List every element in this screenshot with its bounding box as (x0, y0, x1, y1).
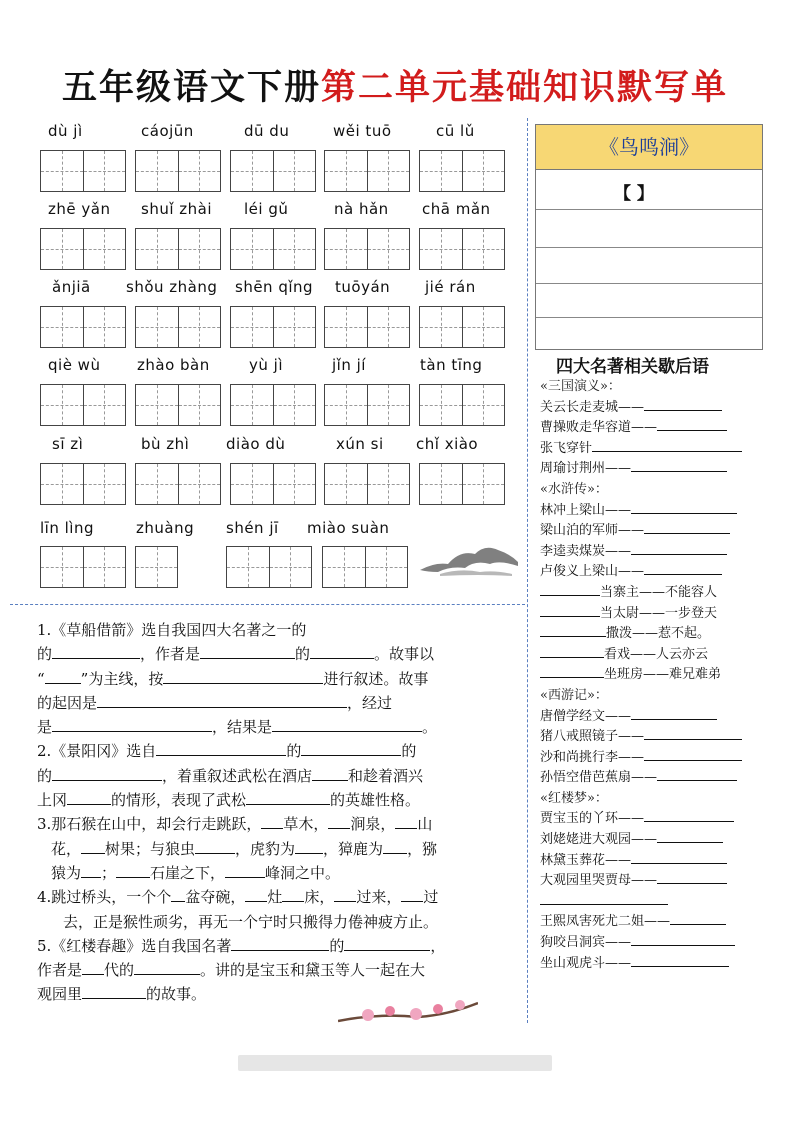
answer-blank[interactable] (67, 788, 111, 805)
pinyin-label: shǒu zhàng (126, 278, 218, 296)
writing-box[interactable] (230, 463, 316, 505)
writing-box[interactable] (230, 228, 316, 270)
answer-blank[interactable] (245, 885, 267, 902)
pinyin-label: diào dù (226, 435, 286, 453)
xiehouyu-item: 王熙凤害死尤二姐—— (540, 912, 742, 933)
answer-blank[interactable] (45, 667, 81, 684)
pinyin-label: sī zì (52, 435, 84, 453)
writing-box[interactable] (40, 546, 126, 588)
answer-blank[interactable] (631, 933, 735, 946)
question-1-line: 的 ，作者是 的 。故事以 (37, 642, 512, 666)
answer-blank[interactable] (272, 715, 422, 732)
pinyin-label: tàn tīng (420, 356, 483, 374)
question-1-line: “ ”为主线，按 进行叙述。故事 (37, 667, 512, 691)
poem-author-bracket: 【 】 (614, 184, 654, 204)
xiehouyu-item: 唐僧学经文—— (540, 707, 742, 728)
answer-blank[interactable] (644, 727, 742, 740)
writing-box[interactable] (324, 228, 410, 270)
questions-section (37, 618, 512, 1007)
pinyin-label: qiè wù (48, 356, 101, 374)
writing-box[interactable] (419, 463, 505, 505)
pinyin-label: ǎnjiā (52, 278, 91, 296)
writing-box[interactable] (226, 546, 312, 588)
writing-box[interactable] (419, 150, 505, 192)
question-4-line: 去，正是猴性顽劣，再无一个宁时只搬得力倦神疲方止。 (63, 912, 439, 931)
question-2-line: 2.《景阳冈》选自 的 的 (37, 739, 512, 763)
writing-box[interactable] (135, 306, 221, 348)
answer-blank[interactable] (644, 809, 734, 822)
pinyin-label: yù jì (249, 356, 283, 374)
question-1-line: 1.《草船借箭》选自我国四大名著之一的 (37, 621, 307, 639)
writing-box[interactable] (40, 306, 126, 348)
pinyin-label: tuōyán (335, 278, 391, 296)
answer-blank[interactable] (540, 645, 604, 658)
xiehouyu-item: 坐班房——难兄难弟 (540, 665, 742, 686)
pinyin-label: wěi tuō (333, 122, 392, 140)
question-5-line: 观园里 的故事。 (37, 982, 512, 1006)
pinyin-label: zhē yǎn (48, 200, 111, 218)
answer-blank[interactable] (592, 439, 742, 452)
question-3-line: 猿为 ； 石崖之下， 峰洞之中。 (37, 861, 512, 885)
title-red: 第二单元基础知识默写单 (321, 67, 729, 108)
answer-blank[interactable] (540, 624, 606, 637)
question-1-line: 是 ，结果是 。 (37, 715, 512, 739)
answer-blank[interactable] (540, 604, 600, 617)
xiehouyu-item: 林冲上梁山—— (540, 501, 742, 522)
page-title (0, 60, 790, 110)
pinyin-label: bù zhì (141, 435, 190, 453)
answer-blank[interactable] (200, 642, 295, 659)
xiehouyu-item: 看戏——人云亦云 (540, 645, 742, 666)
writing-box[interactable] (230, 150, 316, 192)
pinyin-label: shēn qǐng (235, 278, 314, 296)
xiehouyu-item: 曹操败走华容道—— (540, 418, 742, 439)
answer-blank[interactable] (97, 691, 347, 708)
pinyin-label: zhuàng (136, 519, 195, 537)
xiehouyu-item: 当寨主——不能容人 (540, 583, 742, 604)
poem-writing-line[interactable] (536, 247, 762, 248)
vertical-divider (527, 118, 528, 1023)
answer-blank[interactable] (312, 764, 348, 781)
pinyin-label: xún si (336, 435, 384, 453)
answer-blank[interactable] (631, 501, 737, 514)
pinyin-label: chā mǎn (422, 200, 491, 218)
writing-box[interactable] (135, 228, 221, 270)
question-3-line: 3.那石猴在山中，却会行走跳跃， 草木， 涧泉， 山 (37, 812, 512, 836)
xiehouyu-category: «红楼梦»： (540, 790, 608, 806)
answer-blank[interactable] (82, 958, 104, 975)
pinyin-label: miào suàn (307, 519, 390, 537)
xiehouyu-category: «水浒传»： (540, 481, 608, 497)
answer-blank[interactable] (116, 861, 150, 878)
pinyin-label: shén jī (226, 519, 279, 537)
pinyin-label: léi gǔ (244, 200, 289, 218)
answer-blank[interactable] (657, 418, 727, 431)
writing-box[interactable] (40, 228, 126, 270)
answer-blank[interactable] (631, 954, 729, 967)
answer-blank[interactable] (670, 912, 726, 925)
answer-blank[interactable] (156, 739, 286, 756)
writing-box[interactable] (135, 463, 221, 505)
answer-blank[interactable] (282, 885, 304, 902)
xiehouyu-item: 周瑜讨荆州—— (540, 459, 742, 480)
answer-blank[interactable] (631, 542, 727, 555)
answer-blank[interactable] (301, 739, 401, 756)
answer-blank[interactable] (134, 958, 200, 975)
title-black: 五年级语文下册 (61, 67, 321, 108)
writing-box[interactable] (419, 306, 505, 348)
answer-blank[interactable] (310, 642, 374, 659)
answer-blank[interactable] (82, 982, 146, 999)
pinyin-label: līn lìng (40, 519, 94, 537)
writing-box[interactable] (324, 384, 410, 426)
pinyin-label: jǐn jí (332, 356, 366, 374)
horizontal-divider (10, 604, 525, 605)
poem-writing-line[interactable] (536, 317, 762, 318)
xiehouyu-item: 沙和尚挑行李—— (540, 748, 742, 769)
answer-blank[interactable] (81, 861, 101, 878)
pinyin-label: chǐ xiào (416, 435, 479, 453)
answer-blank[interactable] (631, 459, 727, 472)
writing-box[interactable] (324, 150, 410, 192)
writing-box[interactable] (230, 384, 316, 426)
xiehouyu-item: 刘姥姥进大观园—— (540, 830, 742, 851)
question-2-line: 的 ，着重叙述武松在酒店 和趁着酒兴 (37, 764, 512, 788)
answer-blank[interactable] (631, 851, 727, 864)
answer-blank[interactable] (644, 748, 742, 761)
question-3-line: 花， 树果；与狼虫 ，虎豹为 ，獐鹿为 ，猕 (37, 837, 512, 861)
answer-blank[interactable] (171, 885, 185, 902)
writing-box[interactable] (419, 384, 505, 426)
writing-box[interactable] (40, 384, 126, 426)
answer-blank[interactable] (163, 667, 323, 684)
question-2-line: 上冈 的情形，表现了武松 的英雄性格。 (37, 788, 512, 812)
plum-blossom-icon (338, 995, 478, 1025)
answer-blank[interactable] (231, 934, 329, 951)
answer-blank[interactable] (52, 764, 162, 781)
answer-blank[interactable] (81, 837, 105, 854)
answer-blank[interactable] (383, 837, 407, 854)
answer-blank[interactable] (644, 398, 722, 411)
question-5-line: 5.《红楼春趣》选自我国名著 的 ， (37, 934, 512, 958)
writing-box[interactable] (135, 384, 221, 426)
writing-box[interactable] (324, 463, 410, 505)
answer-blank[interactable] (540, 892, 668, 905)
poem-box (535, 124, 763, 350)
pinyin-label: zhào bàn (137, 356, 210, 374)
answer-blank[interactable] (401, 885, 423, 902)
answer-blank[interactable] (644, 521, 730, 534)
writing-box[interactable] (40, 150, 126, 192)
answer-blank[interactable] (334, 885, 356, 902)
answer-blank[interactable] (540, 665, 604, 678)
poem-title: 《鸟鸣涧》 (536, 125, 762, 170)
pinyin-label: dū du (244, 122, 290, 140)
pinyin-label: shuǐ zhài (141, 200, 213, 218)
xiehouyu-item: 卢俊义上梁山—— (540, 562, 742, 583)
xiehouyu-item: 猪八戒照镜子—— (540, 727, 742, 748)
answer-blank[interactable] (657, 830, 723, 843)
answer-blank[interactable] (644, 562, 722, 575)
xiehouyu-item (540, 892, 742, 913)
xiehouyu-item: 关云长走麦城—— (540, 398, 742, 419)
xiehouyu-item: 梁山泊的军师—— (540, 521, 742, 542)
answer-blank[interactable] (540, 583, 600, 596)
xiehouyu-item: 撒泼——惹不起。 (540, 624, 742, 645)
question-1-line: 的起因是 ，经过 (37, 691, 512, 715)
answer-blank[interactable] (195, 837, 235, 854)
answer-blank[interactable] (52, 715, 212, 732)
xiehouyu-item: 狗咬吕洞宾—— (540, 933, 742, 954)
xiehouyu-item: 贾宝玉的丫环—— (540, 809, 742, 830)
pinyin-label: dù jì (48, 122, 83, 140)
writing-box[interactable] (419, 228, 505, 270)
answer-blank[interactable] (246, 788, 330, 805)
pinyin-label: cū lǔ (436, 122, 475, 140)
poem-writing-line[interactable] (536, 209, 762, 210)
answer-blank[interactable] (395, 812, 417, 829)
answer-blank[interactable] (657, 768, 737, 781)
writing-box[interactable] (230, 306, 316, 348)
xiehouyu-item: 孙悟空借芭蕉扇—— (540, 768, 742, 789)
poem-writing-line[interactable] (536, 283, 762, 284)
writing-box[interactable] (135, 546, 178, 588)
pinyin-label: cáojūn (141, 122, 194, 140)
xiehouyu-category: «西游记»： (540, 687, 608, 703)
xiehouyu-list (540, 377, 742, 974)
question-4-line: 4.跳过桥头，一个个 盆夺碗， 灶 床， 过来， 过 (37, 885, 512, 909)
pinyin-label: nà hǎn (334, 200, 389, 218)
ink-mountain-icon (420, 540, 518, 578)
writing-box[interactable] (40, 463, 126, 505)
xiehouyu-item: 坐山观虎斗—— (540, 954, 742, 975)
pinyin-label: jié rán (425, 278, 476, 296)
xiehouyu-item: 当太尉——一步登天 (540, 604, 742, 625)
xiehouyu-item: 李逵卖煤炭—— (540, 542, 742, 563)
question-5-line: 作者是 代的 。讲的是宝玉和黛玉等人一起在大 (37, 958, 512, 982)
answer-blank[interactable] (631, 707, 717, 720)
answer-blank[interactable] (52, 642, 140, 659)
answer-blank[interactable] (657, 871, 727, 884)
xiehouyu-category: «三国演义»： (540, 379, 621, 394)
xiehouyu-item: 大观园里哭贾母—— (540, 871, 742, 892)
answer-blank[interactable] (225, 861, 265, 878)
xiehouyu-item: 张飞穿针 (540, 439, 742, 460)
xiehouyu-title: 四大名著相关歇后语 (556, 357, 709, 377)
answer-blank[interactable] (328, 812, 350, 829)
blurred-watermark (238, 1055, 552, 1071)
answer-blank[interactable] (344, 934, 430, 951)
writing-box[interactable] (135, 150, 221, 192)
answer-blank[interactable] (295, 837, 323, 854)
writing-box[interactable] (322, 546, 408, 588)
answer-blank[interactable] (261, 812, 283, 829)
xiehouyu-item: 林黛玉葬花—— (540, 851, 742, 872)
writing-box[interactable] (324, 306, 410, 348)
